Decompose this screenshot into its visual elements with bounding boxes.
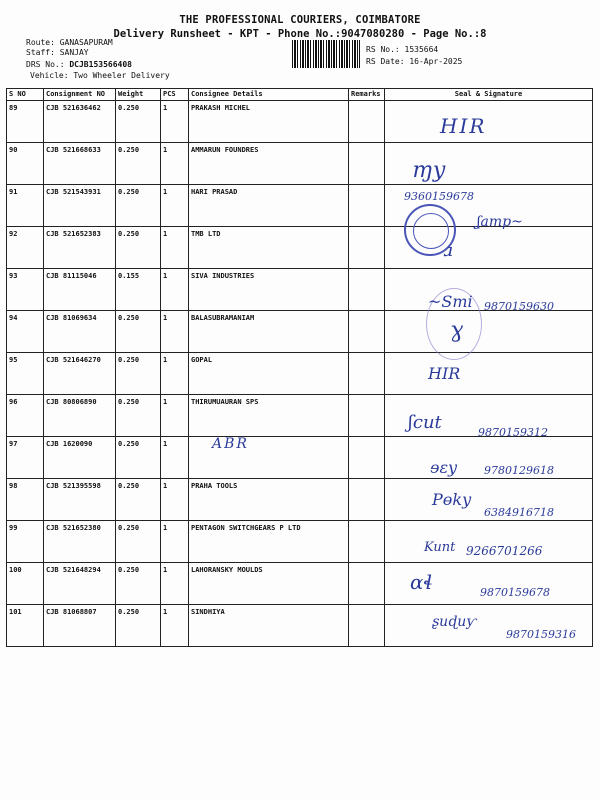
- consignment-number: CJB 521636462: [46, 104, 101, 112]
- cell-remarks: [349, 143, 385, 185]
- route-text: Route: GANASAPURAM: [26, 38, 113, 47]
- consignment-number: CJB 80806890: [46, 398, 97, 406]
- cell-remarks: [349, 437, 385, 479]
- cell-signature: [385, 101, 593, 143]
- cell-weight: [116, 269, 161, 311]
- consignee-name: GOPAL: [191, 356, 213, 364]
- staff-text: Staff: SANJAY: [26, 48, 89, 57]
- handwritten-phone: 9870159678: [480, 586, 550, 599]
- cell-consignee: [189, 101, 349, 143]
- cell-consignment: [44, 563, 116, 605]
- weight-value: 0.250: [118, 230, 140, 238]
- sno-value: 90: [9, 146, 18, 154]
- consignment-number: CJB 81069634: [46, 314, 97, 322]
- handwritten-signature: ʂuɖuƴ: [432, 614, 477, 630]
- cell-remarks: [349, 311, 385, 353]
- weight-value: 0.250: [118, 314, 140, 322]
- weight-value: 0.250: [118, 482, 140, 490]
- cell-weight: [116, 185, 161, 227]
- sno-value: 96: [9, 398, 18, 406]
- cell-sno: [7, 101, 44, 143]
- cell-sno: [7, 479, 44, 521]
- handwritten-initials: HIR: [440, 114, 487, 138]
- cell-consignment: [44, 269, 116, 311]
- cell-weight: [116, 395, 161, 437]
- col-weight: Weight: [116, 89, 161, 101]
- table-row: [7, 143, 593, 185]
- cell-remarks: [349, 101, 385, 143]
- consignee-name: SINDHIYA: [191, 608, 225, 616]
- consignment-number: CJB 1620090: [46, 440, 93, 448]
- cell-consignment: [44, 479, 116, 521]
- weight-value: 0.155: [118, 272, 140, 280]
- pcs-value: 1: [163, 482, 168, 490]
- cell-weight: [116, 605, 161, 647]
- handwritten-initials: ABR: [212, 436, 249, 452]
- cell-remarks: [349, 563, 385, 605]
- handwritten-signature: ɣ: [450, 318, 464, 343]
- col-details: Consignee Details: [189, 89, 349, 101]
- consignee-name: THIRUMUAURAN SPS: [191, 398, 259, 406]
- cell-pcs: [161, 479, 189, 521]
- cell-pcs: [161, 353, 189, 395]
- pcs-value: 1: [163, 608, 168, 616]
- cell-consignee: [189, 143, 349, 185]
- pcs-value: 1: [163, 146, 168, 154]
- cell-pcs: [161, 185, 189, 227]
- consignee-name: PRAHA TOOLS: [191, 482, 238, 490]
- cell-sno: [7, 143, 44, 185]
- cell-consignment: [44, 521, 116, 563]
- company-title: THE PROFESSIONAL COURIERS, COIMBATORE: [179, 14, 421, 26]
- sno-value: 91: [9, 188, 18, 196]
- weight-value: 0.250: [118, 146, 140, 154]
- consignment-number: CJB 521668633: [46, 146, 101, 154]
- col-sno: S NO: [7, 89, 44, 101]
- handwritten-phone: 9870159316: [506, 628, 576, 641]
- consignment-number: CJB 81068807: [46, 608, 97, 616]
- consignee-name: PRAKASH MICHEL: [191, 104, 251, 112]
- cell-consignee: [189, 563, 349, 605]
- pcs-value: 1: [163, 524, 168, 532]
- weight-value: 0.250: [118, 524, 140, 532]
- cell-signature: [385, 353, 593, 395]
- cell-remarks: [349, 269, 385, 311]
- cell-remarks: [349, 479, 385, 521]
- table-row: [7, 227, 593, 269]
- cell-consignee: [189, 353, 349, 395]
- cell-signature: [385, 311, 593, 353]
- consignee-name: HARI PRASAD: [191, 188, 238, 196]
- weight-value: 0.250: [118, 188, 140, 196]
- handwritten-phone: 9780129618: [484, 464, 554, 477]
- handwritten-signature: ɑɬ: [410, 570, 433, 594]
- consignee-name: SIVA INDUSTRIES: [191, 272, 255, 280]
- handwritten-signature: ɹ: [444, 240, 454, 261]
- handwritten-signature: Pɵky: [432, 490, 472, 509]
- cell-remarks: [349, 605, 385, 647]
- table-header-row: [7, 89, 593, 101]
- sno-value: 101: [9, 608, 22, 616]
- table-row: [7, 353, 593, 395]
- weight-value: 0.250: [118, 104, 140, 112]
- cell-consignment: [44, 101, 116, 143]
- cell-consignment: [44, 311, 116, 353]
- cell-pcs: [161, 563, 189, 605]
- cell-consignee: [189, 311, 349, 353]
- handwritten-signature: ~Smi: [428, 292, 473, 311]
- cell-remarks: [349, 521, 385, 563]
- rs-date: RS Date: 16-Apr-2025: [366, 57, 463, 66]
- table-row: [7, 101, 593, 143]
- cell-consignee: [189, 521, 349, 563]
- consignment-number: CJB 521646270: [46, 356, 101, 364]
- sno-value: 98: [9, 482, 18, 490]
- sno-value: 99: [9, 524, 18, 532]
- cell-remarks: [349, 227, 385, 269]
- handwritten-phone: 9266701266: [466, 544, 543, 558]
- consignment-number: CJB 521648294: [46, 566, 101, 574]
- cell-sno: [7, 563, 44, 605]
- sno-value: 94: [9, 314, 18, 322]
- drs-label: DRS No.:: [26, 60, 65, 69]
- cell-weight: [116, 563, 161, 605]
- weight-value: 0.250: [118, 398, 140, 406]
- cell-consignee: [189, 605, 349, 647]
- cell-remarks: [349, 185, 385, 227]
- pcs-value: 1: [163, 272, 168, 280]
- cell-consignment: [44, 437, 116, 479]
- handwritten-signature: ɘɛy: [430, 458, 458, 477]
- drs-value: DCJB153566408: [69, 60, 132, 69]
- cell-sno: [7, 269, 44, 311]
- vehicle-text: Vehicle: Two Wheeler Delivery: [30, 71, 170, 80]
- cell-sno: [7, 395, 44, 437]
- cell-pcs: [161, 311, 189, 353]
- cell-consignee: [189, 479, 349, 521]
- sno-value: 100: [9, 566, 22, 574]
- cell-remarks: [349, 353, 385, 395]
- table-row: [7, 311, 593, 353]
- cell-consignee: [189, 395, 349, 437]
- handwritten-phone: 6384916718: [484, 506, 554, 519]
- cell-sno: [7, 185, 44, 227]
- cell-weight: [116, 437, 161, 479]
- cell-sno: [7, 311, 44, 353]
- sno-value: 92: [9, 230, 18, 238]
- cell-sno: [7, 227, 44, 269]
- handwritten-signature: ʆamp~: [476, 214, 523, 230]
- cell-weight: [116, 311, 161, 353]
- cell-weight: [116, 101, 161, 143]
- cell-pcs: [161, 227, 189, 269]
- cell-pcs: [161, 437, 189, 479]
- handwritten-signature: ʃcut: [408, 412, 442, 433]
- col-remarks: Remarks: [349, 89, 385, 101]
- cell-weight: [116, 143, 161, 185]
- drs-number: [26, 60, 132, 70]
- handwritten-phone: 9870159630: [484, 300, 554, 313]
- cell-pcs: [161, 395, 189, 437]
- consignment-number: CJB 521652380: [46, 524, 101, 532]
- cell-sno: [7, 353, 44, 395]
- cell-consignee: [189, 269, 349, 311]
- cell-weight: [116, 227, 161, 269]
- cell-weight: [116, 479, 161, 521]
- cell-consignment: [44, 143, 116, 185]
- col-consignment: Consignment NO: [44, 89, 116, 101]
- sno-value: 89: [9, 104, 18, 112]
- consignment-number: CJB 81115046: [46, 272, 97, 280]
- handwritten-phone: 9870159312: [478, 426, 548, 439]
- col-seal: Seal & Signature: [385, 89, 593, 101]
- weight-value: 0.250: [118, 608, 140, 616]
- consignee-name: LAHORANSKY MOULDS: [191, 566, 263, 574]
- consignment-number: CJB 521395598: [46, 482, 101, 490]
- sno-value: 97: [9, 440, 18, 448]
- cell-pcs: [161, 143, 189, 185]
- cell-consignment: [44, 395, 116, 437]
- pcs-value: 1: [163, 230, 168, 238]
- rs-number: RS No.: 1535664: [366, 45, 439, 54]
- handwritten-signature: Kunt: [424, 540, 456, 555]
- cell-consignment: [44, 353, 116, 395]
- pcs-value: 1: [163, 440, 168, 448]
- sno-value: 93: [9, 272, 18, 280]
- col-pcs: PCS: [161, 89, 189, 101]
- cell-pcs: [161, 101, 189, 143]
- cell-weight: [116, 521, 161, 563]
- cell-pcs: [161, 521, 189, 563]
- consignment-number: CJB 521543931: [46, 188, 101, 196]
- table-row: [7, 605, 593, 647]
- consignee-name: TMB LTD: [191, 230, 221, 238]
- pcs-value: 1: [163, 188, 168, 196]
- runsheet-table: [6, 88, 593, 647]
- barcode: [292, 40, 360, 68]
- cell-remarks: [349, 395, 385, 437]
- consignee-name: BALASUBRAMANIAM: [191, 314, 255, 322]
- cell-consignment: [44, 227, 116, 269]
- consignment-number: CJB 521652383: [46, 230, 101, 238]
- cell-sno: [7, 437, 44, 479]
- pcs-value: 1: [163, 566, 168, 574]
- cell-consignee: [189, 227, 349, 269]
- handwritten-signature: ɱy: [412, 158, 446, 183]
- cell-consignment: [44, 185, 116, 227]
- handwritten-phone: 9360159678: [404, 190, 474, 203]
- cell-weight: [116, 353, 161, 395]
- cell-sno: [7, 521, 44, 563]
- cell-sno: [7, 605, 44, 647]
- handwritten-initials: HIR: [428, 364, 461, 383]
- pcs-value: 1: [163, 398, 168, 406]
- cell-consignment: [44, 605, 116, 647]
- runsheet-subtitle: Delivery Runsheet - KPT - Phone No.:9047080280 - Page No.:8: [113, 28, 487, 40]
- consignee-name: PENTAGON SWITCHGEARS P LTD: [191, 524, 301, 532]
- pcs-value: 1: [163, 104, 168, 112]
- weight-value: 0.250: [118, 566, 140, 574]
- weight-value: 0.250: [118, 440, 140, 448]
- weight-value: 0.250: [118, 356, 140, 364]
- pcs-value: 1: [163, 314, 168, 322]
- pcs-value: 1: [163, 356, 168, 364]
- consignee-name: AMMARUN FOUNDRES: [191, 146, 259, 154]
- sno-value: 95: [9, 356, 18, 364]
- cell-consignee: [189, 185, 349, 227]
- cell-pcs: [161, 269, 189, 311]
- cell-pcs: [161, 605, 189, 647]
